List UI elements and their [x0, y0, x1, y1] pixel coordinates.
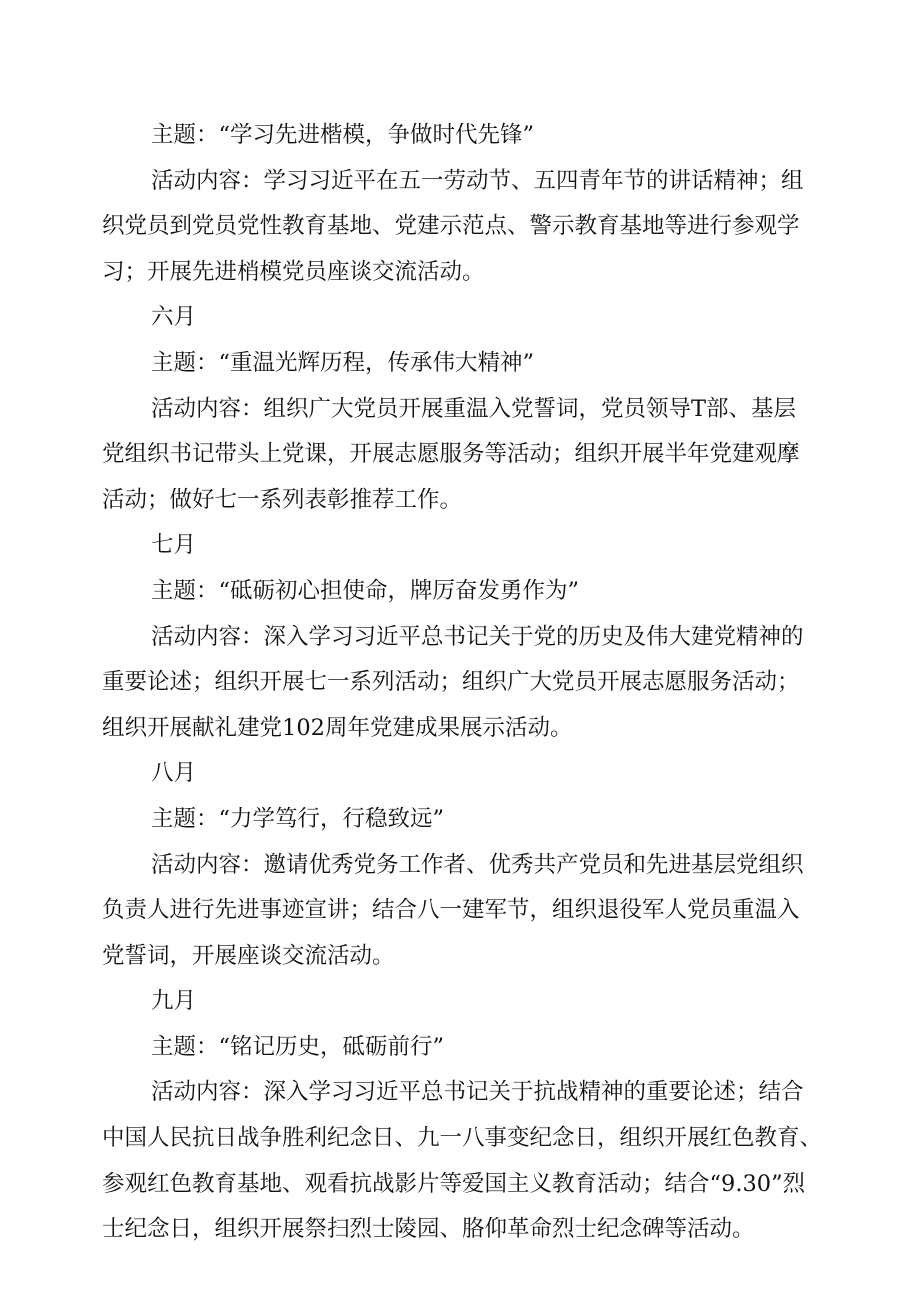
content-line: 活动内容：深入学习习近平总书记关于抗战精神的重要论述；结合 [151, 1079, 804, 1106]
month-heading: 六月 [151, 304, 197, 331]
content-line: 重要论述；组织开展七一系列活动；组织广大党员开展志愿服务活动； [102, 669, 800, 696]
content-paragraph [102, 387, 826, 524]
document-body [102, 113, 826, 1253]
section-june [102, 295, 826, 523]
content-line: 负责人进行先进事迹宣讲；结合八一建军节，组织退役军人党员重温入 [102, 897, 800, 924]
content-line: 织党员到党员党性教育基地、党建示范点、警示教育基地等进行参观学 [102, 213, 800, 240]
content-paragraph [102, 1070, 826, 1252]
section-august [102, 751, 826, 979]
month-heading: 七月 [151, 532, 197, 559]
section-september [102, 979, 826, 1253]
content-line: 活动内容：深入学习习近平总书记关于党的历史及伟大建党精神的 [151, 623, 804, 650]
content-line: 党誓词，开展座谈交流活动。 [102, 942, 395, 969]
content-paragraph [102, 843, 826, 980]
content-line: 党组织书记带头上党课，开展志愿服务等活动；组织开展半年党建观摩 [102, 441, 800, 468]
theme-line: 主题：“铭记历史，砥砺前行” [151, 1033, 445, 1060]
content-line: 活动；做好七一系列表彰推荐工作。 [102, 486, 463, 513]
section-july [102, 523, 826, 751]
content-line: 活动内容：组织广大党员开展重温入党誓词，党员领导T部、基层 [151, 395, 797, 422]
content-paragraph [102, 615, 826, 752]
month-heading: 九月 [151, 988, 197, 1015]
theme-line: 主题：“重温光辉历程，传承伟大精神” [151, 349, 535, 376]
content-line: 士纪念日，组织开展祭扫烈士陵园、胳仰革命烈士纪念碑等活动。 [102, 1216, 755, 1243]
content-line: 组织开展献礼建党102周年党建成果展示活动。 [102, 714, 573, 741]
month-heading: 八月 [151, 760, 197, 787]
content-line: 习；开展先进梢模党员座谈交流活动。 [102, 258, 485, 285]
content-paragraph [102, 159, 826, 296]
content-line: 活动内容：邀请优秀党务工作者、优秀共产党员和先进基层党组织 [151, 851, 804, 878]
content-line: 活动内容：学习习近平在五一劳动节、五四青年节的讲话精神；组 [151, 167, 804, 194]
section-may [102, 113, 826, 295]
theme-line: 主题：“学习先进楷模，争做时代先锋” [151, 122, 535, 148]
content-line: 参观红色教育基地、观看抗战影片等爱国主义教育活动；结合“9.30”烈 [102, 1170, 806, 1197]
content-line: 中国人民抗日战争胜利纪念日、九一八事变纪念日，组织开展红色教育、 [102, 1125, 823, 1152]
theme-line: 主题：“砥砺初心担使命，牌厉奋发勇作为” [151, 577, 580, 604]
theme-line: 主题：“力学笃行，行稳致远” [151, 805, 445, 832]
